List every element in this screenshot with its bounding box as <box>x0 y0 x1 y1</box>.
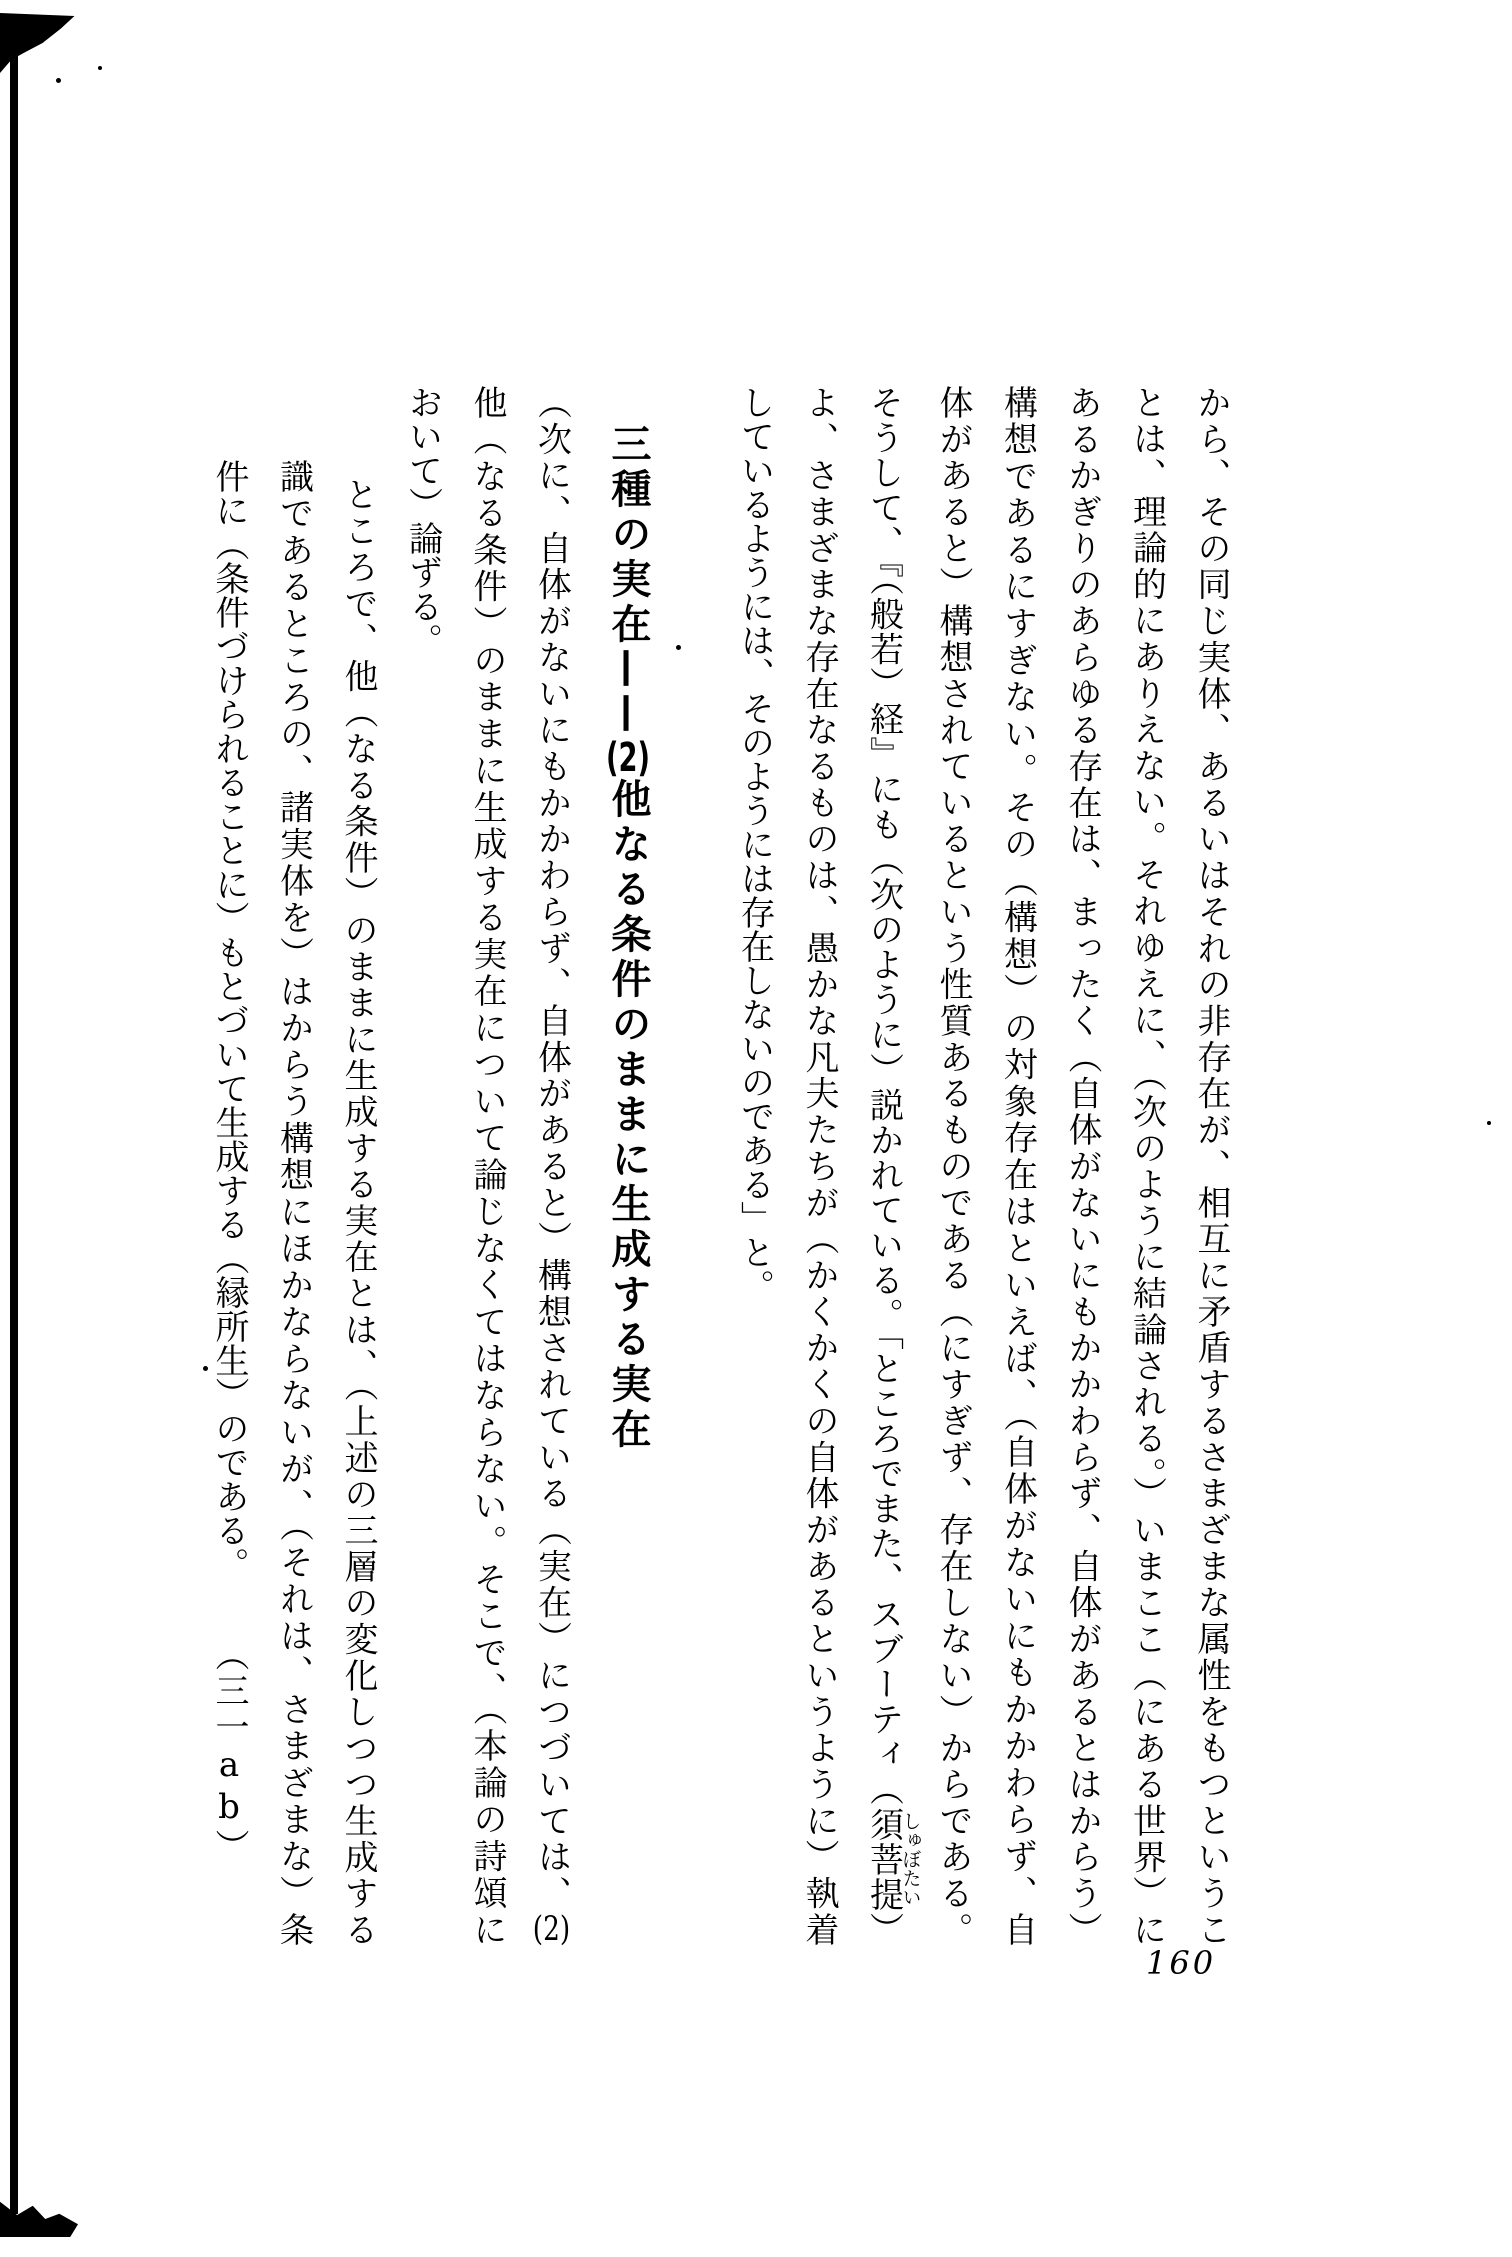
text-segment: （次に、自体がないにもかかわらず、自体があると）構想されている（実在）につづいては、 <box>531 385 572 1912</box>
paragraph-1 <box>722 385 1243 1946</box>
text-line <box>519 385 584 1946</box>
heading-subtitle: 他なる条件のままに生成する実在 <box>605 778 651 1453</box>
text-line: 識であるところの、諸実体を）はからう構想にほかならないが、（それは、さまざまな）条 <box>273 459 314 1946</box>
closing-paren: ） <box>863 1912 904 1947</box>
text-segment: 件に（条件づけられることに）もとづいて生成する（縁所生）のである。 <box>209 459 249 1581</box>
section-heading <box>596 385 661 1946</box>
text-line: ところで、他（なる条件）のままに生成する実在とは、（上述の三層の変化しつつ生成する <box>338 477 378 1946</box>
subhuti-ruby <box>863 1806 922 1913</box>
paragraph-3-verse <box>197 385 391 1946</box>
text-line: しているようには、そのようには存在しないのである」と。 <box>734 385 775 1303</box>
text-line: よ、さまざまな存在なるものは、愚かな凡夫たちが（かくかくの自体があるというように）執着 <box>799 385 839 1946</box>
scan-speck <box>56 78 61 83</box>
scan-artifact-binding-line <box>10 48 18 2214</box>
sutra-quote-lead: そうして、『（般若）経』にも（次のように）説かれている。「ところでまた、スブーティ（ <box>863 385 904 1807</box>
scan-speck <box>98 66 102 70</box>
text-line-with-ruby <box>851 385 921 1946</box>
heading-number: (2) <box>606 738 650 778</box>
inline-number: (2) <box>532 1912 571 1946</box>
verse-number: （三一ab） <box>209 1637 249 1865</box>
heading-title: 三種の実在—— <box>605 423 651 738</box>
text-line: 体があると）構想されているという性質あるものである（にすぎず、存在しない）からである。 <box>933 385 973 1946</box>
text-line: から、その同じ実体、あるいはそれの非存在が、相互に矛盾するさまざまな属性をもつというこ <box>1191 385 1231 1946</box>
text-line: あるかぎりのあらゆる存在は、まったく（自体がないにもかかわらず、自体があるとはからう） <box>1062 385 1102 1946</box>
text-line: おいて）論ずる。 <box>402 385 443 657</box>
paragraph-2 <box>390 385 584 1946</box>
scan-speck <box>1487 1121 1491 1125</box>
subhuti-kanji: 須菩提 <box>863 1806 904 1913</box>
page-number: 160 <box>1146 1944 1217 1982</box>
subhuti-furigana: しゅぼたい <box>899 1806 922 1911</box>
text-line: 構想であるにすぎない。その（構想）の対象存在はといえば、（自体がないにもかかわらず、自 <box>997 385 1038 1946</box>
vertical-text-block <box>197 385 1244 1946</box>
text-line <box>197 459 262 1946</box>
text-line: とは、理論的にありえない。それゆえに、（次のように結論される。）いまここ（にある世界）に <box>1126 385 1167 1946</box>
text-line: 他（なる条件）のままに生成する実在について論じなくてはならない。そこで、（本論の詩頌に <box>467 385 507 1946</box>
